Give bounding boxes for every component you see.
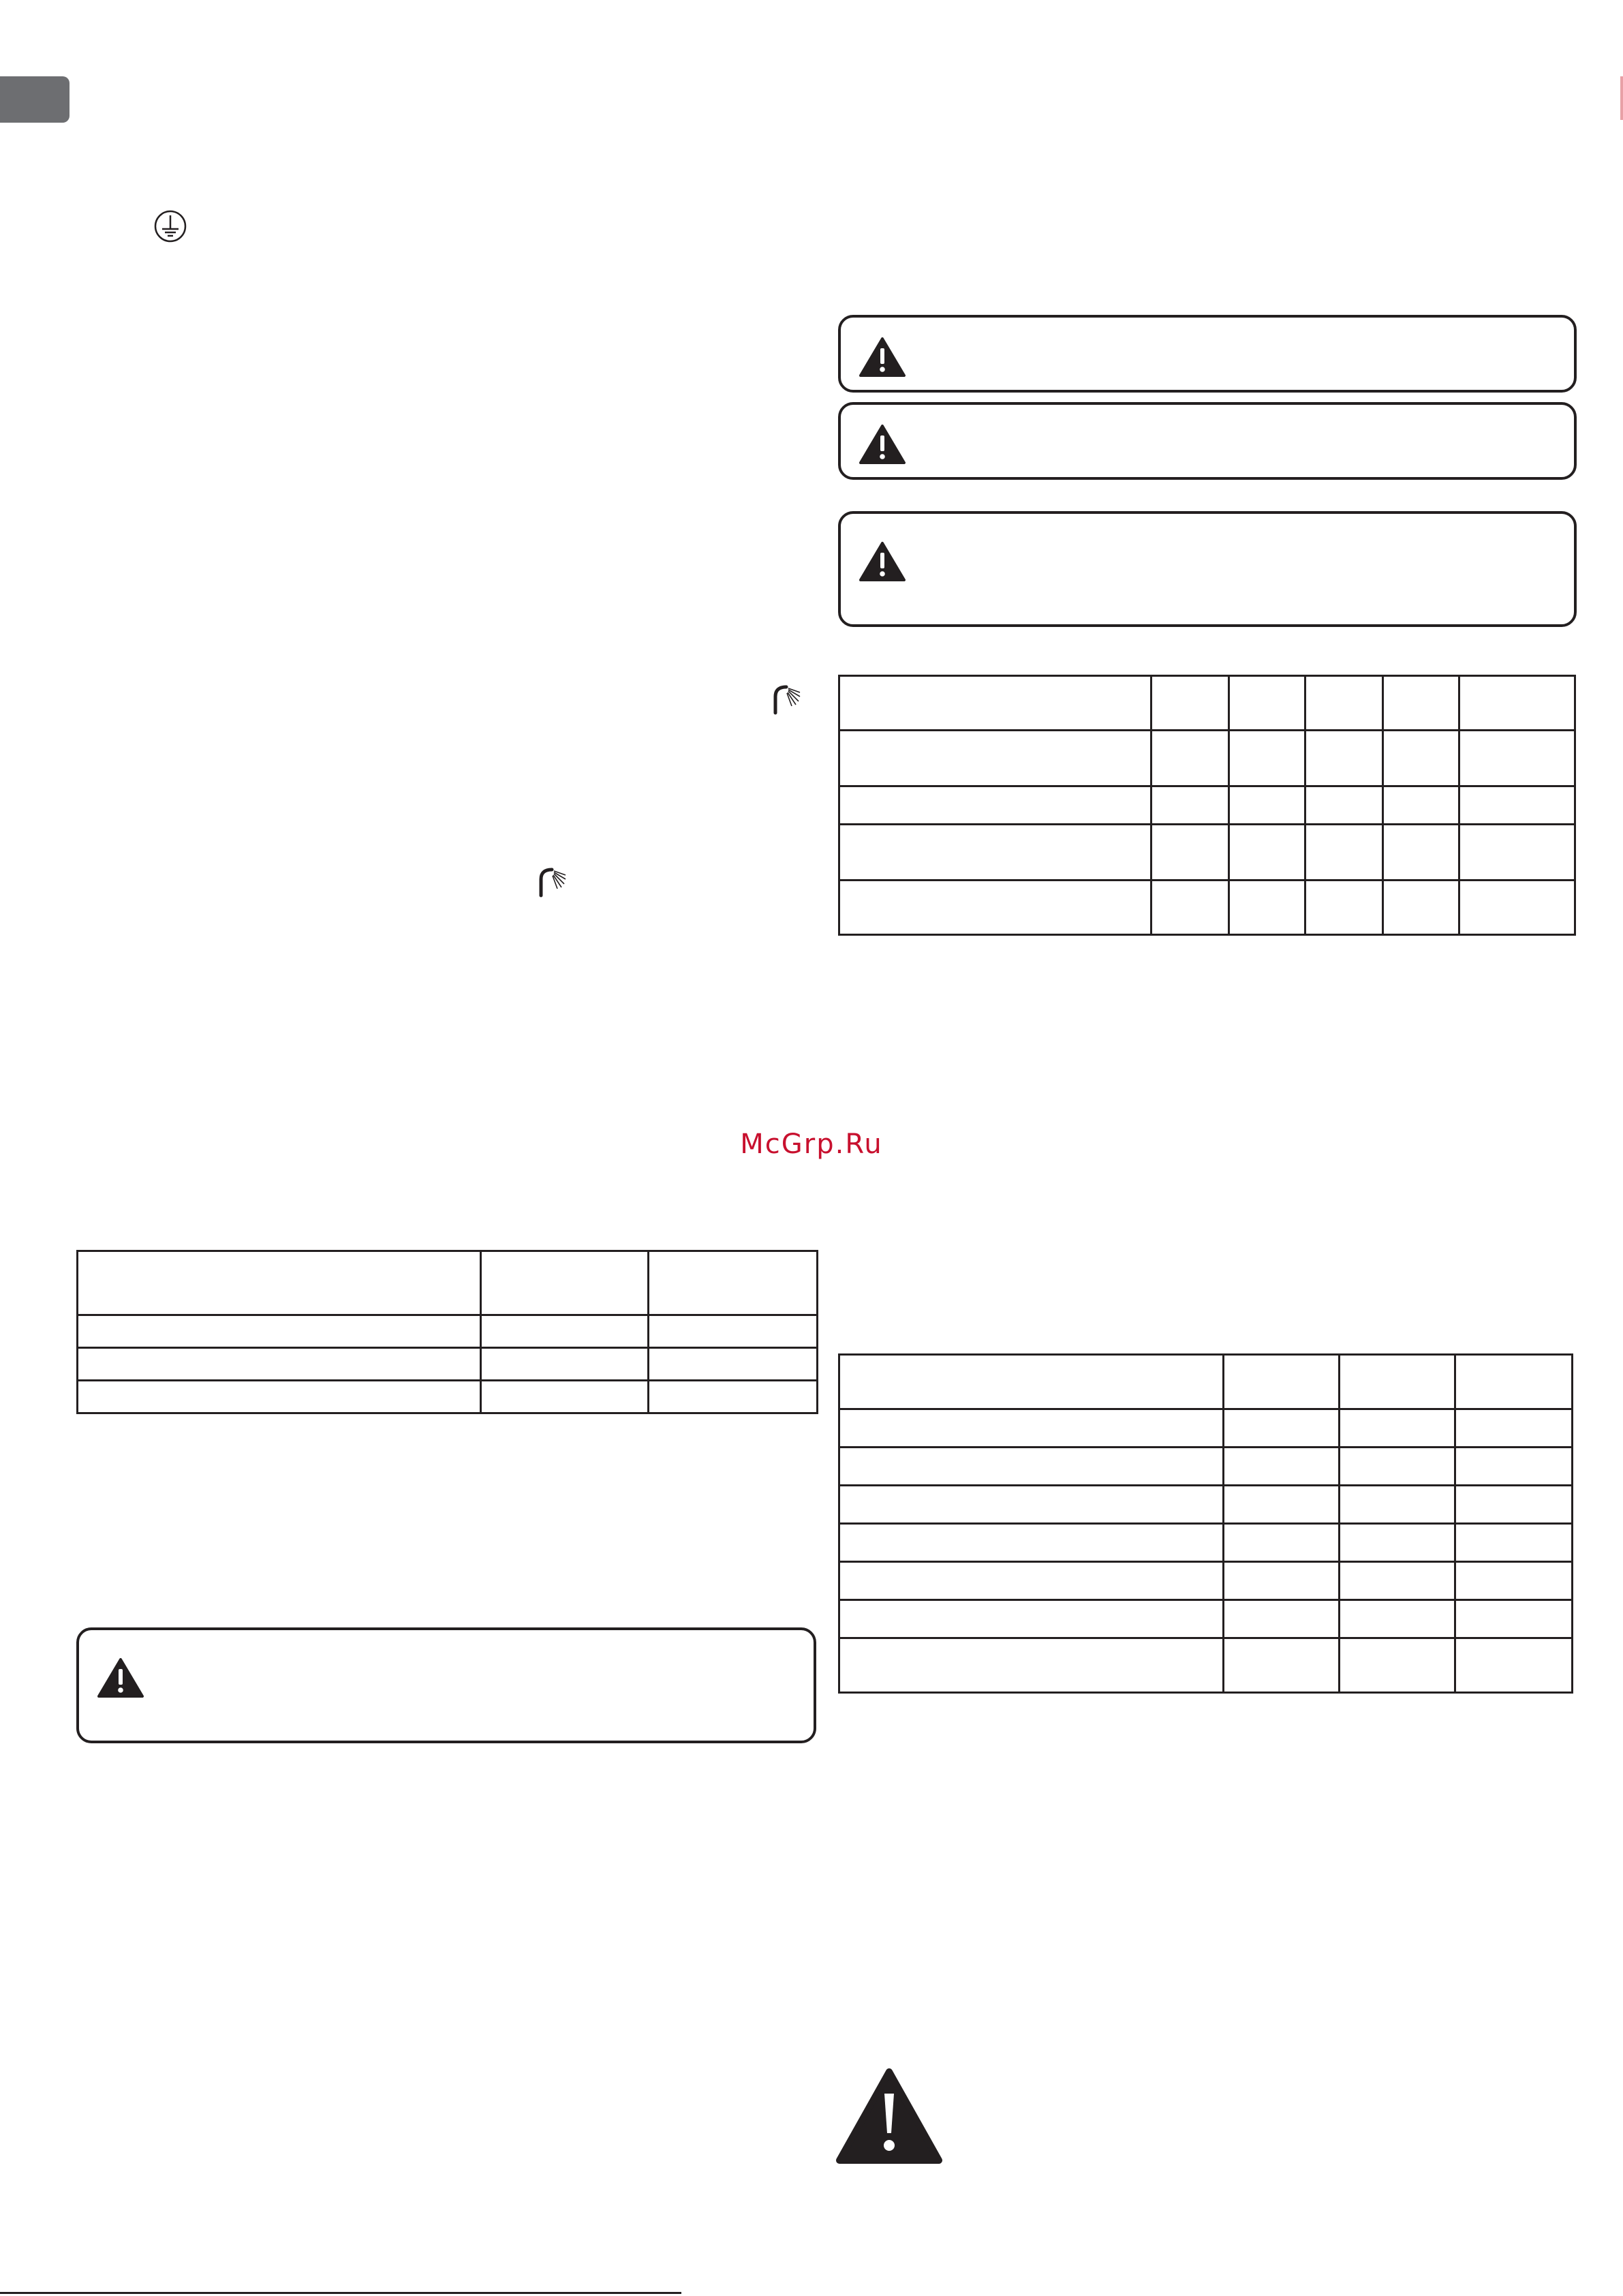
table-row [839, 881, 1575, 935]
table-row [839, 1562, 1573, 1600]
spec-table [838, 1353, 1573, 1694]
table-row [839, 1448, 1573, 1486]
table-row [839, 1600, 1573, 1638]
warning-box [838, 315, 1577, 393]
warning-box [76, 1627, 816, 1743]
table-row [839, 786, 1575, 825]
warning-box [838, 511, 1577, 627]
warning-triangle-icon [835, 2068, 943, 2164]
water-spray-icon [536, 866, 570, 898]
table-row [839, 731, 1575, 786]
edge-marker [1620, 76, 1623, 120]
spec-table [76, 1250, 818, 1414]
section-tab-marker [0, 76, 69, 123]
table-row [839, 1409, 1573, 1448]
table-row [839, 1486, 1573, 1524]
table-row [839, 676, 1575, 731]
table-row [839, 1355, 1573, 1409]
warning-triangle-icon [97, 1657, 144, 1698]
table-row [78, 1315, 818, 1348]
table-row [78, 1348, 818, 1381]
spec-table [838, 675, 1576, 936]
footer-rule [0, 2292, 681, 2294]
warning-box [838, 402, 1577, 480]
table-row [78, 1381, 818, 1413]
warning-triangle-icon [859, 541, 906, 582]
protective-earth-icon [153, 209, 188, 244]
table-row [839, 825, 1575, 881]
warning-triangle-icon [859, 424, 906, 465]
table-row [839, 1638, 1573, 1693]
table-row [78, 1251, 818, 1315]
watermark: McGrp.Ru [740, 1129, 883, 1160]
table-row [839, 1524, 1573, 1562]
water-spray-icon [770, 683, 804, 716]
warning-triangle-icon [859, 337, 906, 378]
